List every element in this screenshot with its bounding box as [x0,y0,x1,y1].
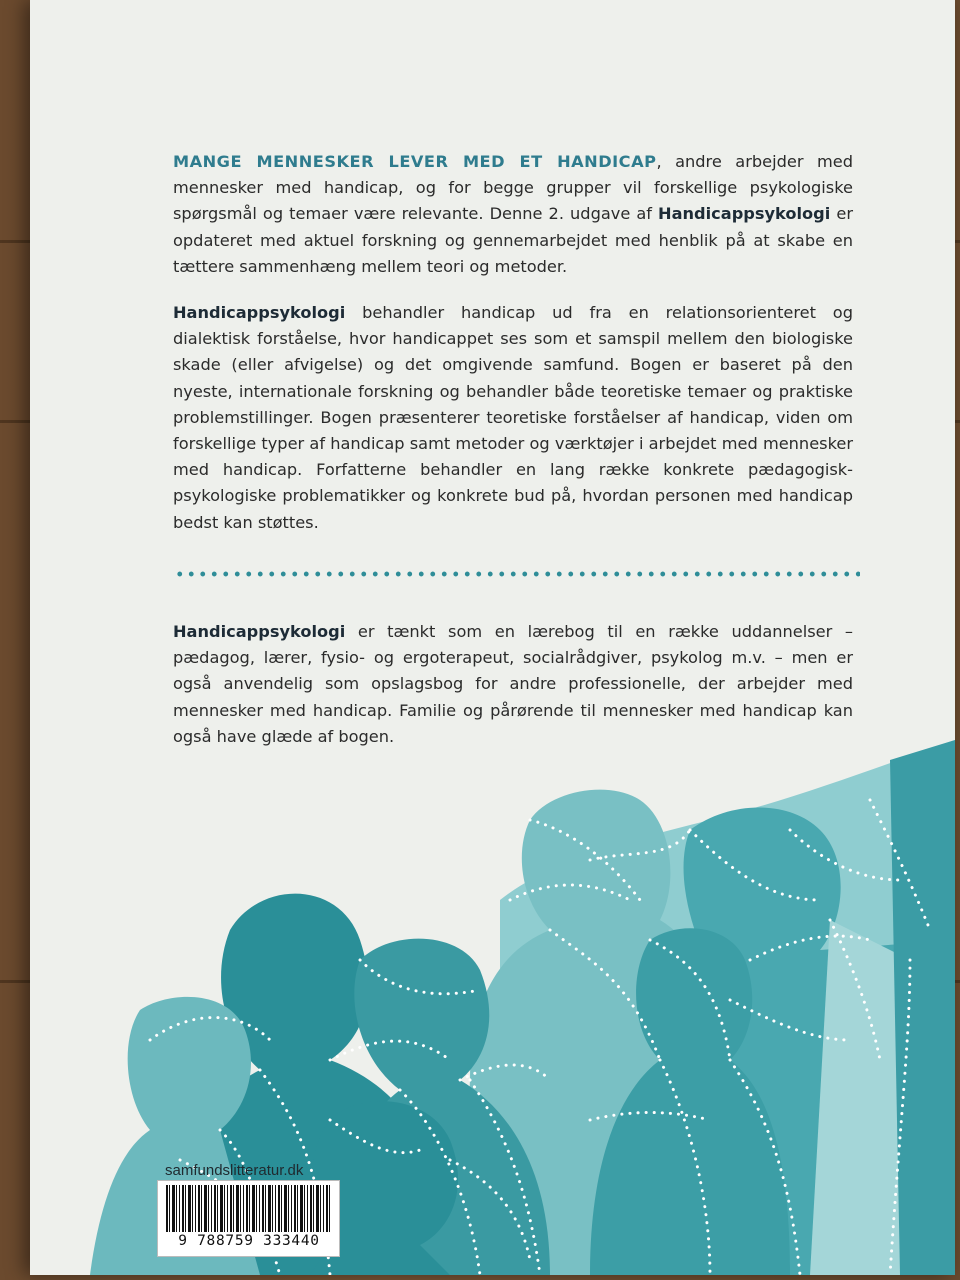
intro-text-2: er opdateret med aktuel forskning og gennemarbejdet med henblik på at skabe en tættere sammenhæng mellem teori og metoder. [173,204,853,276]
intro-paragraph [173,149,853,280]
book-title-inline: Handicappsykologi [173,622,346,641]
publisher-url: samfundslitteratur.dk [165,1162,304,1179]
book-title-inline: Handicappsykologi [658,204,831,224]
isbn-number: 9 788759 333440 [178,1233,320,1249]
dotted-divider [174,570,860,578]
isbn-barcode [157,1180,340,1257]
intro-lead: MANGE MENNESKER LEVER MED ET HANDICAP [173,152,657,171]
barcode-bars [166,1185,331,1232]
book-title-inline: Handicappsykologi [173,303,346,322]
audience-paragraph [173,619,853,750]
intro-text: , andre arbejder med mennesker med handicap, og for begge grupper vil forskellige psykologiske spørgsmål og temaer være relevante. Denne 2. udgave af [173,152,853,224]
description-paragraph [173,300,853,536]
audience-text: er tænkt som en lærebog til en række uddannelser – pædagog, lærer, fysio- og ergoterapeut, socialrådgiver, psykolog m.v. – men er også anvendelig som opslagsbog for andre professionelle, der arbejder med mennesker med handicap. Familie og pårørende til mennesker med handicap kan også have glæde af bogen. [173,622,853,746]
description-text: behandler handicap ud fra en relationsorienteret og dialektisk forståelse, hvor handicappet ses som et samspil mellem den biologiske skade (eller afvigelse) og det omgivende samfund. Bogen er baseret på den nyeste, internationale forskning og behandler både teoretiske temaer og praktiske problemstillinger. Bogen præsenterer teoretiske forståelser af handicap, viden om forskellige typer af handicap samt metoder og værktøjer i arbejdet med mennesker med handicap. Forfatterne behandler en lang række konkrete pædagogisk-psykologiske problematikker og konkrete bud på, hvordan personen med handicap bedst kan støttes. [173,303,853,532]
book-back-cover [30,0,955,1275]
